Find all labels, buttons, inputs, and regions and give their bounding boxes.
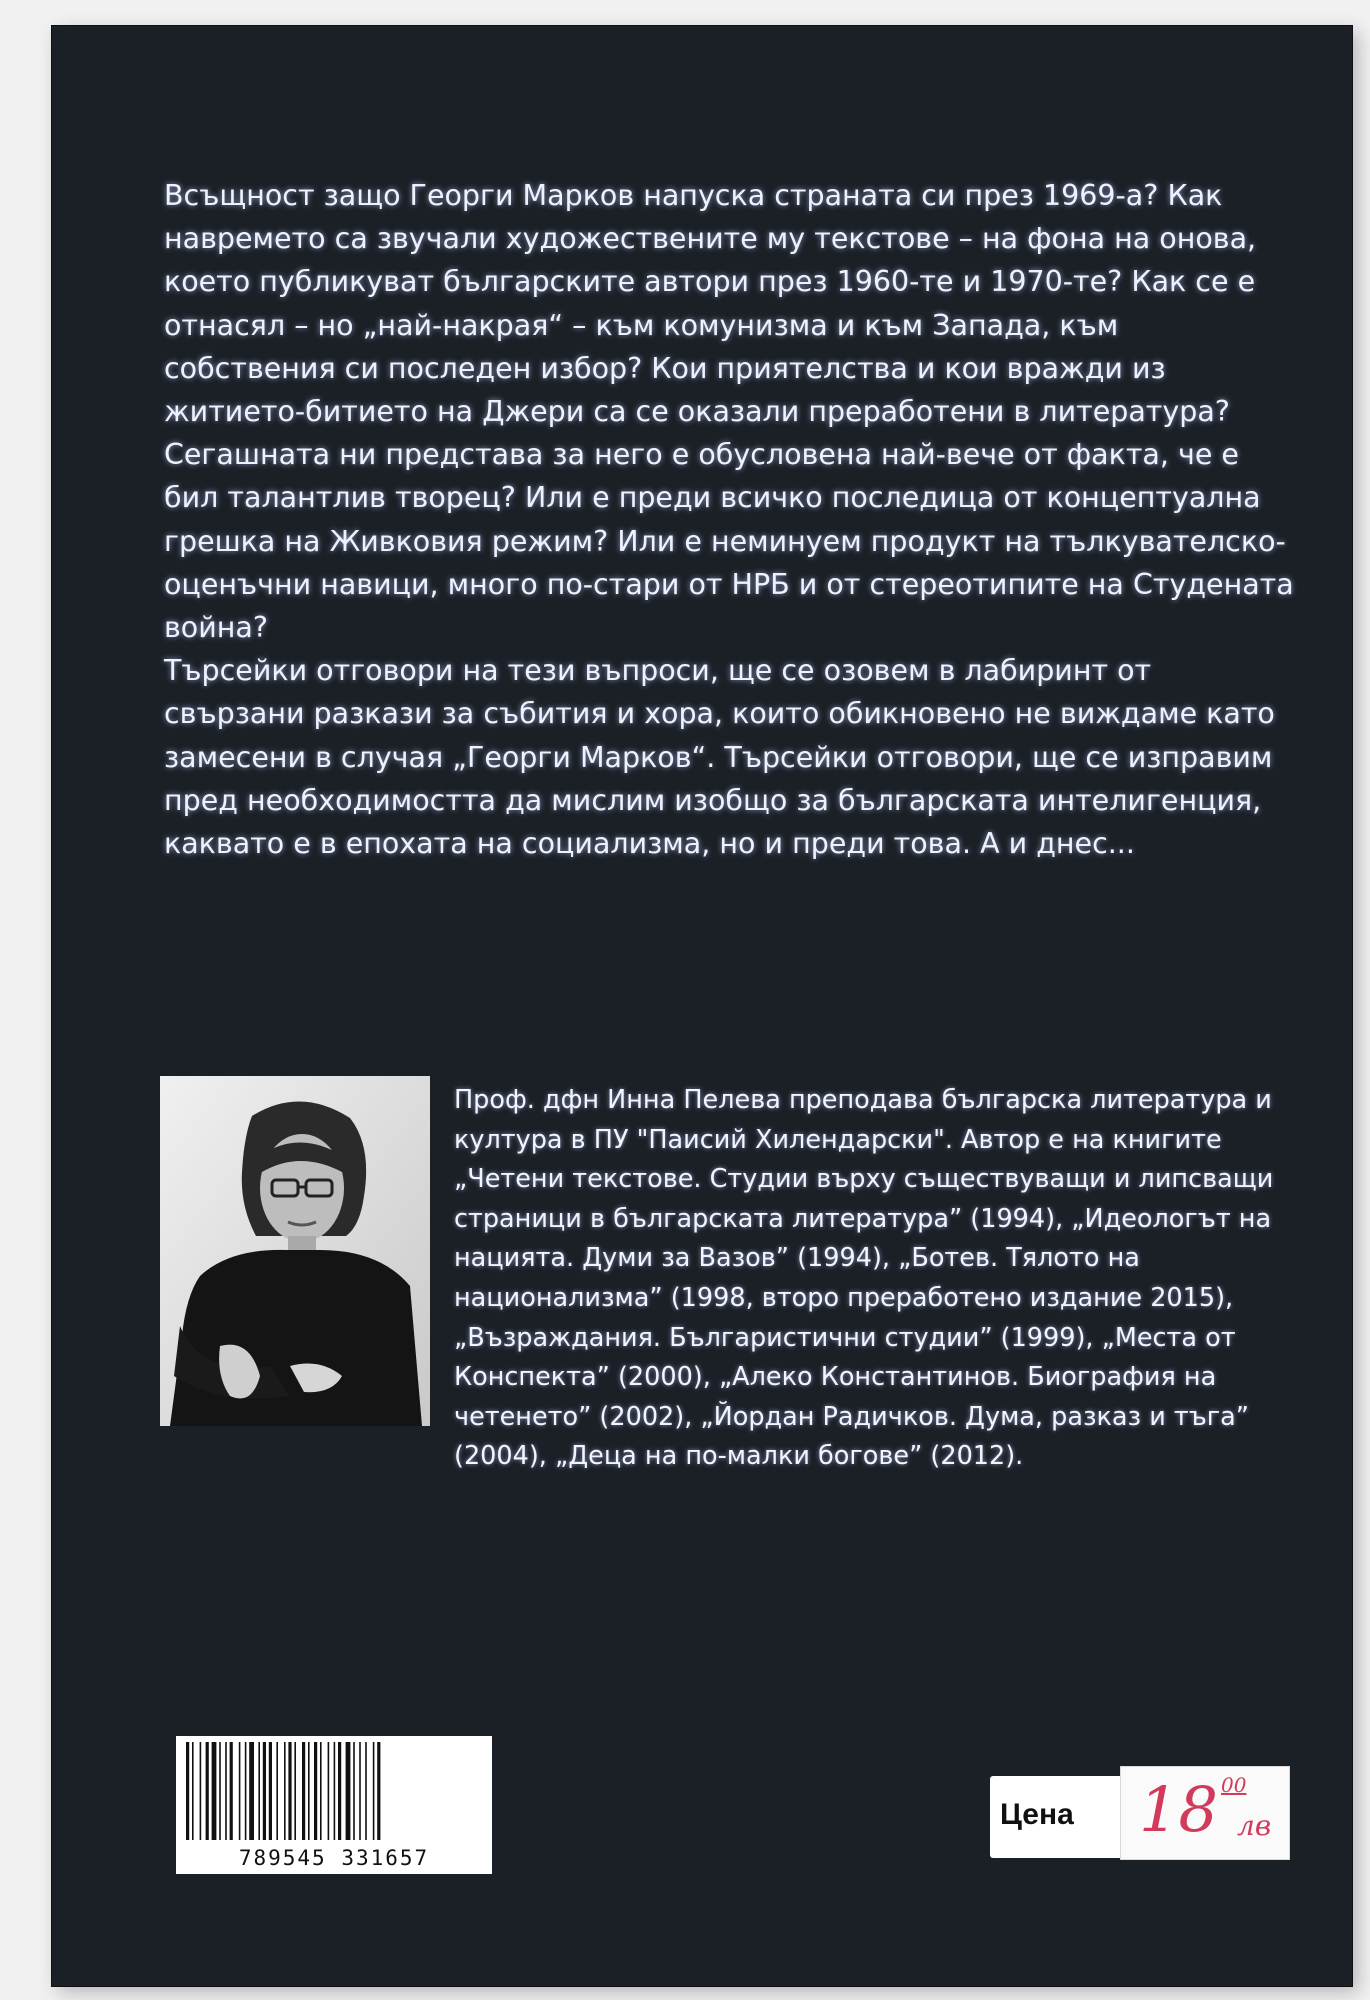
price-sticker [1120, 1766, 1290, 1860]
book-back-cover [52, 26, 1352, 1986]
price-cents: 00 [1221, 1773, 1247, 1797]
price-tag [990, 1766, 1290, 1866]
barcode-bars [184, 1742, 484, 1840]
author-bio: Проф. дфн Инна Пелева преподава българска литература и култура в ПУ "Паисий Хилендарски". Автор е на книгите „Четени текстове. Студии върху съществуващи и липсващи страници в българската литература” (1994), „Идеологът на нацията. Думи за Вазов” (1994), „Ботев. Тялото на национализма” (1998, второ преработено издание 2015), „Възраждания. Българистични студии” (1999), „Места от Конспекта” (2000), „Алеко Константинов. Биография на четенето” (2002), „Йордан Радичков. Дума, разказ и тъга” (2004), „Деца на по-малки богове” (2012). [454, 1085, 1274, 1472]
isbn-barcode [176, 1736, 492, 1874]
author-portrait-image [160, 1076, 430, 1426]
author-photo [160, 1076, 430, 1426]
blurb-paragraph-1: Всъщност защо Георги Марков напуска страната си през 1969-а? Как навремето са звучали художествените му текстове – на фона на онова, което публикуват българските автори през 1960-те и 1970-те? Как се е отнасял – но „най-накрая“ – към комунизма и към Запада, към собствения си последен избор? Кои приятелства и кои вражди из житието-битието на Джери са се оказали преработени в литература? Сегашната ни представа за него е обусловена най-вече от факта, че е бил талантлив творец? Или е преди всичко последица от концептуална грешка на Живковия режим? Или е неминуем продукт на тълкувателско-оценъчни навици, много по-стари от НРБ и от стереотипите на Студената война? [164, 179, 1294, 645]
price-value: 18 [1139, 1773, 1218, 1846]
blurb-paragraph-2: Търсейки отговори на тези въпроси, ще се озовем в лабиринт от свързани разкази за събития и хора, които обикновено не виждаме като замесени в случая „Георги Марков“. Търсейки отговори, ще се изправим пред необходимостта да мислим изобщо за българската интелигенция, каквато е в епохата на социализма, но и преди това. А и днес... [164, 654, 1275, 861]
blurb-text [164, 174, 1294, 865]
price-label-box [990, 1776, 1130, 1858]
price-label: Цена [1000, 1798, 1074, 1831]
price-unit: лв [1237, 1809, 1272, 1842]
barcode-number: 789545 331657 [238, 1846, 430, 1870]
